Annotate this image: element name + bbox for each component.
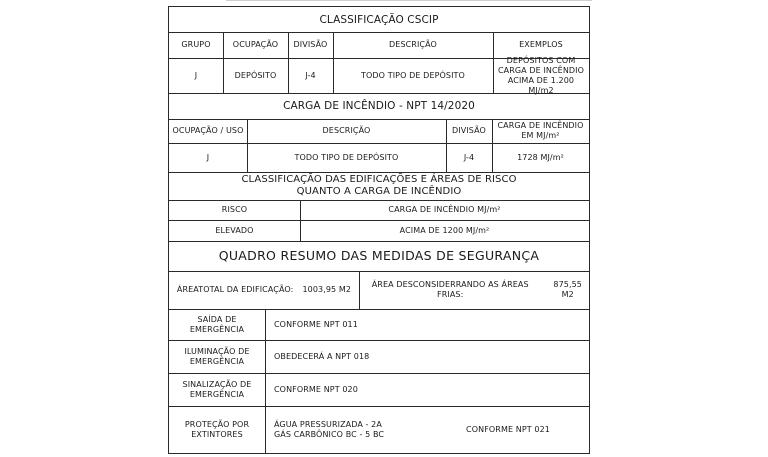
cscip-exemplos: DEPÓSITOS COM CARGA DE INCÊNDIO ACIMA DE 1.200 MJ/m2 [497, 55, 585, 95]
carga-divisao: J-4 [463, 152, 475, 162]
fire-safety-summary-sheet [168, 6, 590, 454]
medida-value-saida: CONFORME NPT 011 [274, 319, 358, 329]
medida-label-extintores: PROTEÇÃO POR EXTINTORES [184, 419, 250, 439]
area-total-cell [169, 271, 359, 309]
medida-value-iluminacao: OBEDECERÁ A NPT 018 [274, 351, 370, 361]
resumo-title: QUADRO RESUMO DAS MEDIDAS DE SEGURANÇA [218, 248, 540, 263]
cscip-header-exemplos: EXEMPLOS [519, 40, 563, 49]
extintores-line1: ÁGUA PRESSURIZADA - 2A [274, 419, 382, 429]
carga-header-carga: CARGA DE INCÊNDIO EM MJ/m² [497, 121, 584, 140]
risco-title-line2: QUANTO A CARGA DE INCÊNDIO [296, 186, 462, 197]
medida-label-sinalizacao: SINALIZAÇÃO DE EMERGÊNCIA [182, 379, 252, 399]
cscip-header-divisao: DIVISÃO [293, 40, 328, 49]
cscip-header-ocupacao: OCUPAÇÃO [232, 40, 279, 49]
risco-title [169, 172, 589, 200]
cscip-descricao: TODO TIPO DE DEPÓSITO [361, 70, 465, 80]
cscip-ocupacao: DEPÓSITO [234, 70, 277, 80]
carga-header-divisao: DIVISÃO [452, 126, 486, 135]
carga-title: CARGA DE INCÊNDIO - NPT 14/2020 [283, 100, 475, 112]
cscip-header-descricao: DESCRIÇÃO [389, 40, 437, 49]
medida-label-saida: SAÍDA DE EMERGÊNCIA [189, 314, 245, 334]
area-desc-label: ÁREA DESCONSIDERRANDO AS ÁREAS FRIAS: [371, 280, 529, 299]
carga-valor: 1728 MJ/m² [517, 152, 564, 162]
area-desc-value: 875,55 M2 [553, 280, 582, 299]
risco-nivel: ELEVADO [215, 225, 254, 235]
top-border-line [226, 0, 592, 1]
area-total-value: 1003,95 M2 [302, 285, 352, 294]
cscip-divisao: J-4 [305, 70, 316, 80]
medida-extra-extintores: CONFORME NPT 021 [466, 424, 550, 434]
risco-carga: ACIMA DE 1200 MJ/m² [399, 225, 490, 235]
risco-header-risco: RISCO [221, 205, 248, 214]
cscip-title: CLASSIFICAÇÃO CSCIP [319, 13, 439, 26]
medida-label-iluminacao: ILUMINAÇÃO DE EMERGÊNCIA [184, 346, 250, 366]
cscip-header-grupo: GRUPO [181, 40, 211, 49]
carga-descricao: TODO TIPO DE DEPÓSITO [294, 152, 399, 162]
medida-value-sinalizacao: CONFORME NPT 020 [274, 384, 358, 394]
carga-header-descricao: DESCRIÇÃO [322, 126, 371, 135]
risco-header-carga: CARGA DE INCÊNDIO MJ/m² [388, 205, 501, 214]
cscip-grupo: J [194, 70, 198, 80]
area-desc-cell [359, 271, 589, 309]
carga-ocupacao: J [206, 152, 210, 162]
area-total-label: ÁREATOTAL DA EDIFICAÇÃO: [176, 285, 294, 294]
risco-title-line1: CLASSIFICAÇÃO DAS EDIFICAÇÕES E ÁREAS DE RISCO [241, 174, 517, 185]
extintores-line2: GÁS CARBÔNICO BC - 5 BC [274, 429, 385, 439]
carga-header-ocupacao: OCUPAÇÃO / USO [172, 126, 244, 135]
medida-value-extintores [265, 406, 445, 453]
